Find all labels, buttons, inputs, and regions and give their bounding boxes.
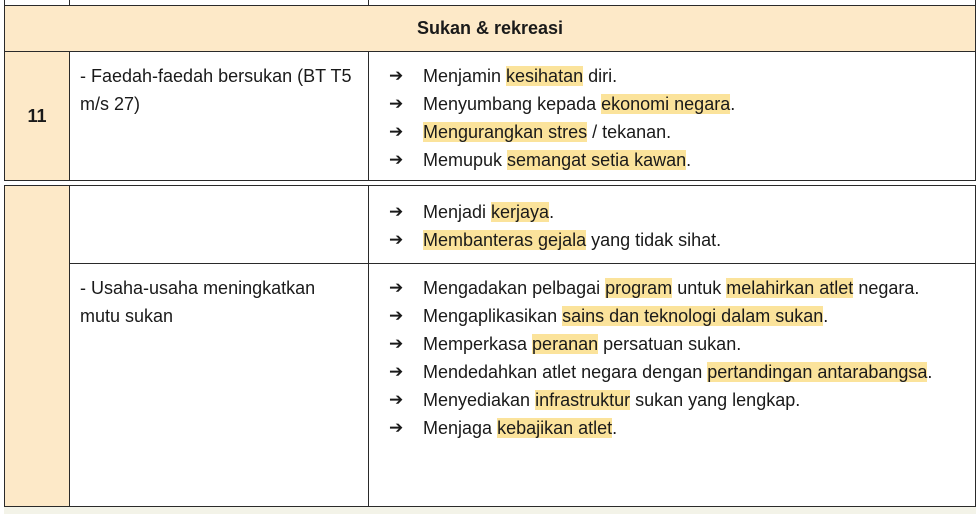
points-cell [368,51,976,181]
highlighted-keyword: kebajikan atlet [497,418,613,438]
highlighted-keyword: kesihatan [506,66,584,86]
highlighted-keyword: infrastruktur [535,390,631,410]
point-text: Mendedahkan atlet negara dengan [423,362,708,382]
point-text: yang tidak sihat. [586,230,722,250]
point-item [389,358,963,386]
point-text: Memupuk [423,150,508,170]
point-text: diri. [583,66,618,86]
highlighted-keyword: sains dan teknologi dalam sukan [562,306,824,326]
point-text: . [927,362,933,382]
point-text: sukan yang lengkap. [630,390,801,410]
point-text: persatuan sukan. [598,334,742,354]
point-text: Memperkasa [423,334,533,354]
highlighted-keyword: peranan [532,334,599,354]
section-header [4,5,976,52]
highlighted-keyword: kerjaya [491,202,550,222]
point-text: Mengadakan pelbagai [423,278,606,298]
row-number-cell [4,51,70,181]
highlighted-keyword: Membanteras gejala [423,230,587,250]
points-cell [368,185,976,264]
row-number: 11 [27,105,47,126]
point-item [389,386,963,414]
point-text: . [686,150,692,170]
point-text: . [549,202,555,222]
point-text: Menjadi [423,202,492,222]
topic-text: - Usaha-usaha meningkatkan mutu sukan [80,278,316,326]
topic-cell-empty [69,185,369,264]
section-title: Sukan & rekreasi [416,18,564,38]
highlighted-keyword: pertandingan antarabangsa [707,362,928,382]
point-item [389,274,963,302]
row-number-cell-continued [4,185,70,511]
point-item [389,90,963,118]
point-item [389,414,963,442]
highlighted-keyword: Mengurangkan stres [423,122,588,142]
point-text: . [612,418,618,438]
point-item [389,62,963,90]
points-list [389,198,963,254]
point-text: Menyediakan [423,390,536,410]
point-item [389,118,963,146]
highlighted-keyword: ekonomi negara [601,94,731,114]
point-text: Menjamin [423,66,507,86]
point-text: Menjaga [423,418,498,438]
point-item [389,146,963,174]
topic-cell [69,51,369,181]
point-text: negara. [853,278,920,298]
topic-cell [69,263,369,507]
point-item [389,302,963,330]
point-text: Mengaplikasikan [423,306,563,326]
point-text: Menyumbang kepada [423,94,602,114]
point-text: untuk [672,278,727,298]
topic-text: - Faedah-faedah bersukan (BT T5 m/s 27) [80,66,352,114]
point-item [389,198,963,226]
highlighted-keyword: program [605,278,673,298]
points-list [389,62,963,174]
next-row-sliver [4,506,976,514]
highlighted-keyword: melahirkan atlet [726,278,854,298]
point-item [389,226,963,254]
point-item [389,330,963,358]
points-cell [368,263,976,507]
point-text: / tekanan. [587,122,672,142]
point-text: . [730,94,736,114]
point-text: . [823,306,829,326]
points-list [389,274,963,442]
highlighted-keyword: semangat setia kawan [507,150,687,170]
